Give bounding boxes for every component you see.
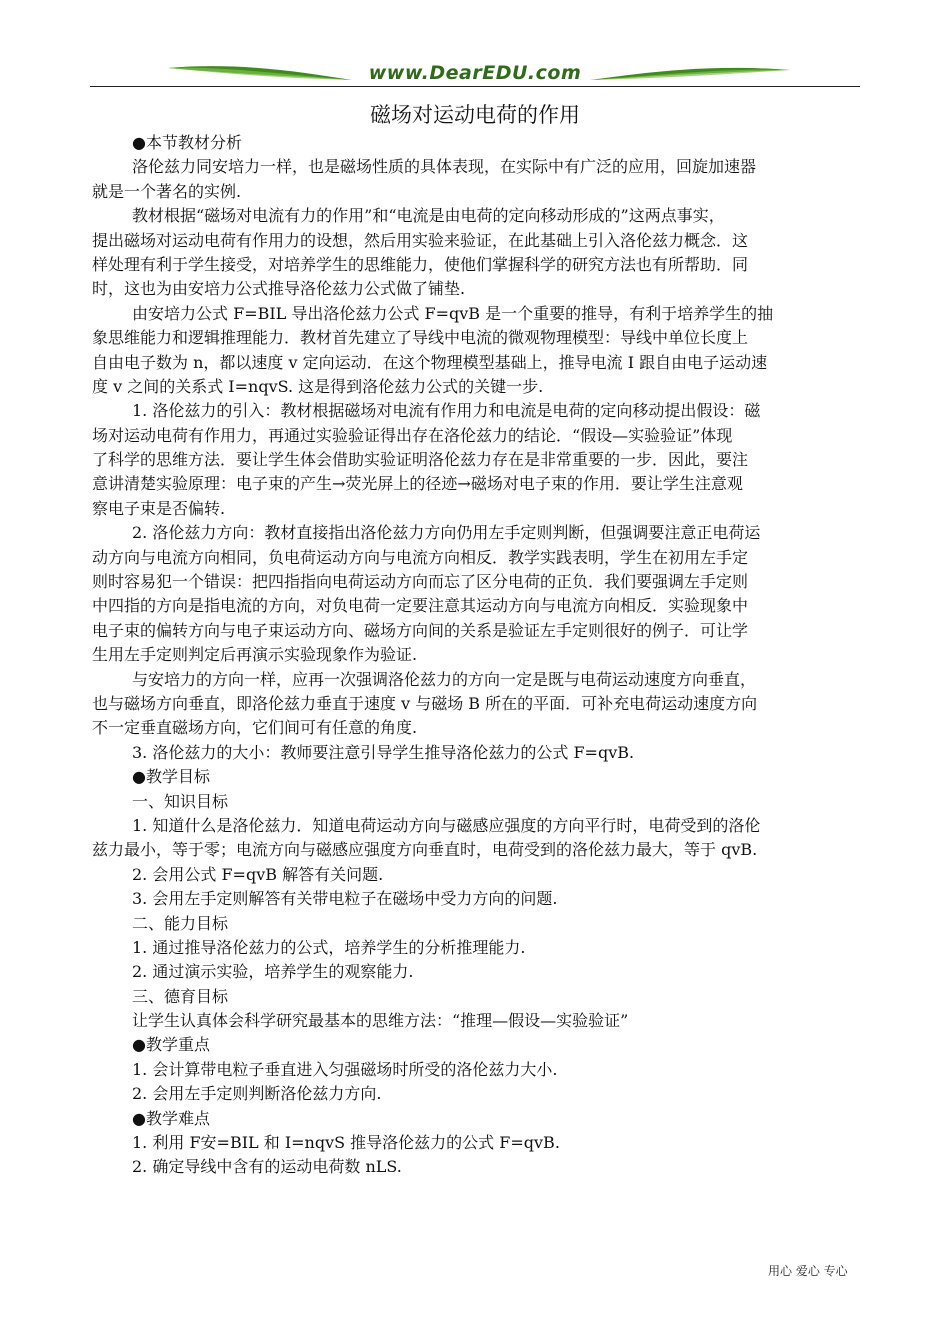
text-line: 3. 洛伦兹力的大小：教师要注意引导学生推导洛伦兹力的公式 F=qvB. [132, 742, 635, 762]
text-line: 时，这也为由安培力公式推导洛伦兹力公式做了铺垫. [92, 279, 466, 299]
text-line: 3. 会用左手定则解答有关带电粒子在磁场中受力方向的问题. [132, 889, 558, 909]
text-line: 生用左手定则判定后再演示实验现象作为验证. [92, 645, 418, 665]
text-line: 兹力最小，等于零；电流方向与磁感应强度方向垂直时，电荷受到的洛伦兹力最大，等于 qvB. [92, 840, 758, 860]
page-title: 磁场对运动电荷的作用 [370, 103, 580, 127]
text-line: 1. 会计算带电粒子垂直进入匀强磁场时所受的洛伦兹力大小. [132, 1059, 558, 1079]
section-heading: ●本节教材分析 [132, 133, 242, 152]
page-footer: 用心 爱心 专心 [768, 1264, 848, 1278]
text-line: 就是一个著名的实例. [92, 181, 242, 201]
text-line: 意讲清楚实验原理：电子束的产生→荧光屏上的径迹→磁场对电子束的作用．要让学生注意观 [92, 474, 743, 494]
text-line: 让学生认真体会科学研究最基本的思维方法：“推理—假设—实验验证” [132, 1011, 629, 1031]
text-line: 2. 确定导线中含有的运动电荷数 nLS. [132, 1157, 402, 1177]
text-line: 也与磁场方向垂直，即洛伦兹力垂直于速度 v 与磁场 B 所在的平面．可补充电荷运动速度方向 [92, 693, 758, 713]
text-line: 洛伦兹力同安培力一样，也是磁场性质的具体表现，在实际中有广泛的应用，回旋加速器 [132, 157, 757, 177]
text-line: 教材根据“磁场对电流有力的作用”和“电流是由电荷的定向移动形成的”这两点事实， [132, 206, 725, 226]
text-line: 度 v 之间的关系式 I=nqvS. 这是得到洛伦兹力公式的关键一步. [92, 376, 544, 396]
subsection-heading: 一、知识目标 [132, 791, 229, 811]
text-line: 2. 会用公式 F=qvB 解答有关问题. [132, 864, 384, 884]
text-line: 则时容易犯一个错误：把四指指向电荷运动方向而忘了区分电荷的正负．我们要强调左手定则 [92, 572, 749, 592]
text-line: 样处理有利于学生接受，对培养学生的思维能力，使他们掌握科学的研究方法也有所帮助．同 [92, 254, 749, 274]
text-line: 与安培力的方向一样，应再一次强调洛伦兹力的方向一定是既与电荷运动速度方向垂直， [132, 669, 757, 689]
text-line: 自由电子数为 n，都以速度 v 定向运动．在这个物理模型基础上，推导电流 I 跟自由电子运动速 [92, 352, 768, 372]
subsection-heading: 二、能力目标 [132, 913, 229, 933]
text-line: 1. 知道什么是洛伦兹力．知道电荷运动方向与磁感应强度的方向平行时，电荷受到的洛伦 [132, 815, 761, 835]
section-heading: ●教学难点 [132, 1108, 210, 1128]
text-line: 象思维能力和逻辑推理能力．教材首先建立了导线中电流的微观物理模型：导线中单位长度上 [92, 328, 749, 348]
text-line: 1. 利用 F安=BIL 和 I=nqvS 推导洛伦兹力的公式 F=qvB. [132, 1133, 560, 1153]
site-url: www.DearEDU.com [368, 62, 582, 84]
header-rule [90, 86, 860, 87]
subsection-heading: 三、德育目标 [132, 986, 229, 1006]
text-line: 了科学的思维方法．要让学生体会借助实验证明洛伦兹力存在是非常重要的一步．因此，要注 [92, 450, 749, 470]
site-header [90, 58, 860, 92]
text-line: 1. 通过推导洛伦兹力的公式，培养学生的分析推理能力. [132, 937, 526, 957]
text-line: 察电子束是否偏转. [92, 498, 226, 518]
section-heading: ●教学目标 [132, 767, 210, 787]
text-line: 不一定垂直磁场方向，它们间可有任意的角度. [92, 718, 418, 738]
text-line: 由安培力公式 F=BIL 导出洛伦兹力公式 F=qvB 是一个重要的推导，有利于培养学生的抽 [132, 303, 774, 323]
document-body [92, 131, 862, 1180]
section-heading: ●教学重点 [132, 1035, 210, 1055]
text-line: 2. 洛伦兹力方向：教材直接指出洛伦兹力方向仍用左手定则判断，但强调要注意正电荷运 [132, 523, 761, 543]
text-line: 2. 通过演示实验，培养学生的观察能力. [132, 962, 414, 982]
text-line: 电子束的偏转方向与电子束运动方向、磁场方向间的关系是验证左手定则很好的例子．可让学 [92, 620, 749, 640]
text-line: 提出磁场对运动电荷有作用力的设想，然后用实验来验证，在此基础上引入洛伦兹力概念．这 [92, 230, 749, 250]
text-line: 1. 洛伦兹力的引入：教材根据磁场对电流有作用力和电流是电荷的定向移动提出假设：磁 [132, 401, 761, 421]
text-line: 动方向与电流方向相同，负电荷运动方向与电流方向相反．教学实践表明，学生在初用左手定 [92, 547, 749, 567]
text-line: 2. 会用左手定则判断洛伦兹力方向. [132, 1084, 382, 1104]
text-line: 中四指的方向是指电流的方向，对负电荷一定要注意其运动方向与电流方向相反．实验现象中 [92, 596, 749, 616]
text-line: 场对运动电荷有作用力，再通过实验验证得出存在洛伦兹力的结论．“假设—实验验证”体现 [92, 425, 733, 445]
